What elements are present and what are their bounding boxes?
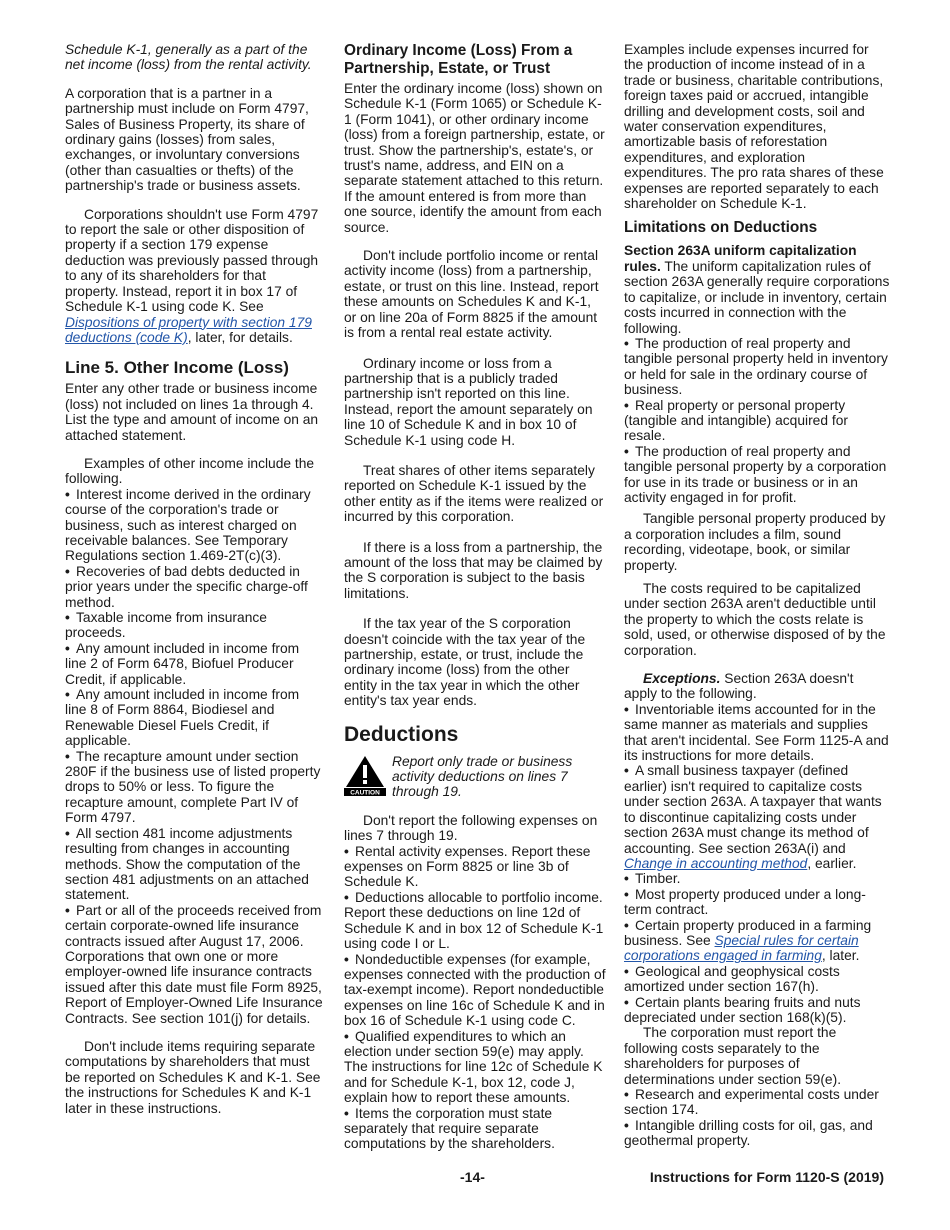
list-item: • Certain plants bearing fruits and nuts depreciated under section 168(k)(5).	[624, 995, 890, 1026]
list-item	[624, 763, 890, 871]
document-title: Instructions for Form 1120-S (2019)	[649, 1169, 884, 1185]
list-item: • Nondeductible expenses (for example, expenses connected with the production of tax-exempt income). Report nondeductible expenses on line 16c of Schedule K and in box 16 of Schedule K-1 using code C.	[344, 952, 606, 1029]
list-item: • Recoveries of bad debts deducted in prior years under the specific charge-off method.	[65, 564, 323, 610]
column-left	[65, 42, 323, 1129]
paragraph: Ordinary income or loss from a partnership that is a publicly traded partnership isn't reported on this line. Instead, report the amount separately on line 10 of Schedule K and in box 10 of Schedule K-1 using code H.	[344, 355, 593, 448]
list-item-text: , earlier.	[807, 855, 857, 871]
paragraph: Tangible personal property produced by a corporation includes a film, sound recording, videotape, book, or similar property.	[624, 511, 886, 573]
list-item: • Items the corporation must state separately that require separate computations by the shareholders.	[344, 1106, 606, 1152]
list-item: • The production of real property and tangible personal property by a corporation for use in its trade or business or in an activity engaged in for profit.	[624, 444, 890, 506]
paragraph: The costs required to be capitalized under section 263A aren't deductible until the property to which the costs relate is sold, used, or otherwise disposed of by the corporation.	[624, 581, 886, 658]
paragraph: Examples of other income include the following.	[65, 455, 315, 487]
page-number: -14-	[460, 1169, 485, 1185]
paragraph: Enter any other trade or business income (loss) not included on lines 1a through 4. List the type and amount of income on an attached statement.	[65, 381, 319, 443]
list-item-text: A small business taxpayer (defined earlier) isn't required to capitalize costs under section 263A. A taxpayer that wants to discontinue capitalizing costs under section 263A must change its method of accounting. See section 263A(i) and	[624, 763, 882, 856]
list-item: • Any amount included in income from line 8 of Form 8864, Biodiesel and Renewable Diesel Fuels Credit, if applicable.	[65, 687, 323, 749]
list-item: • Geological and geophysical costs amortized under section 167(h).	[624, 964, 890, 995]
paragraph: Don't report the following expenses on lines 7 through 19.	[344, 812, 598, 844]
heading-limitations: Limitations on Deductions	[624, 219, 818, 237]
link-change-in-accounting-method[interactable]: Change in accounting method	[624, 855, 808, 871]
list-item-text: , later.	[821, 948, 860, 964]
paragraph: A corporation that is a partner in a partnership must include on Form 4797, Sales of Business Property, its share of ordinary gains (losses) from sales, exchanges, or involuntary conversions (other than casualties or thefts) of the partnership's trade or business assets.	[65, 85, 309, 194]
run-in-heading: Exceptions.	[643, 671, 721, 687]
heading-line-5: Line 5. Other Income (Loss)	[65, 358, 289, 378]
list-item: • The recapture amount under section 280F if the business use of listed property drops to 50% or less. To figure the recapture amount, complete Part IV of Form 4797.	[65, 749, 323, 826]
list-item: • Interest income derived in the ordinary course of the corporation's trade or business, such as interest charged on receivable balances. See Temporary Regulations section 1.469-2T(c)(3).	[65, 487, 323, 564]
paragraph: The corporation must report the following costs separately to the shareholders for purposes of determinations under section 59(e).	[624, 1025, 842, 1087]
caution-icon	[344, 754, 386, 796]
paragraph-text: The uniform capitalization rules of section 263A generally require corporations to capitalize, or include in inventory, certain costs incurred in connection with the following.	[624, 258, 890, 336]
paragraph: Enter the ordinary income (loss) shown on Schedule K-1 (Form 1065) or Schedule K-1 (Form 1041), or other ordinary income (loss) from a foreign partnership, estate, or trust. Show the partnership's, estate's, or trust's name, address, and EIN on a separate statement attached to this return. If the amount entered is from more than one source, identify the amount from each source.	[344, 81, 605, 235]
caution-label: CAUTION	[350, 789, 380, 796]
list-item	[624, 918, 890, 964]
list-item: • Qualified expenditures to which an election under section 59(e) may apply. The instructions for line 12c of Schedule K and for Schedule K-1, box 12, code J, explain how to report these amounts.	[344, 1029, 606, 1106]
paragraph	[65, 207, 323, 346]
caution-text: Report only trade or business activity deductions on lines 7 through 19.	[392, 753, 573, 800]
list-item: • Most property produced under a long-term contract.	[624, 887, 890, 918]
paragraph: Don't include items requiring separate computations by shareholders that must be reported on Schedules K and K-1. See the instructions for Schedules K and K-1 later in these instructions.	[65, 1038, 321, 1116]
list-item: • Taxable income from insurance proceeds.	[65, 610, 323, 641]
heading-ordinary-income: Ordinary Income (Loss) From a Partnership, Estate, or Trust	[344, 42, 573, 77]
paragraph: Treat shares of other items separately reported on Schedule K-1 issued by the other entity as if the items were realized or incurred by this corporation.	[344, 462, 604, 525]
paragraph: If there is a loss from a partnership, the amount of the loss that may be claimed by the S corporation is subject to the basis limitations.	[344, 539, 603, 601]
paragraph-text: , later, for details.	[187, 329, 293, 345]
list-item: • Research and experimental costs under section 174.	[624, 1087, 890, 1118]
list-item: • Deductions allocable to portfolio income. Report these deductions on line 12d of Schedule K and in box 12 of Schedule K-1 using code I or L.	[344, 890, 606, 952]
heading-deductions: Deductions	[344, 722, 459, 746]
list-item-text: Certain property produced in a farming business. See	[624, 917, 872, 948]
list-item: • Intangible drilling costs for oil, gas, and geothermal property.	[624, 1118, 890, 1149]
paragraph: Don't include portfolio income or rental activity income (loss) from a partnership, estate, or trust on this line. Instead, report these amounts on Schedules K and K-1, or on line 20a of Form 8825 if the amount is from a rental real estate activity.	[344, 248, 599, 341]
list-item: • Timber.	[624, 871, 890, 886]
caution-note	[344, 754, 606, 800]
paragraph-text: Section 263A doesn't apply to the following.	[624, 671, 854, 702]
column-right	[624, 42, 890, 1149]
list-item: • All section 481 income adjustments resulting from changes in accounting methods. Show the computation of the section 481 adjustments on an attached statement.	[65, 826, 323, 903]
link-special-rules-farming[interactable]: Special rules for certain corporations engaged in farming	[624, 932, 859, 964]
paragraph: Examples include expenses incurred for the production of income instead of in a trade or business, charitable contributions, foreign taxes paid or accrued, intangible drilling and development costs, soil and water conservation expenditures, amortizable basis of reforestation expenditures, and exploration expenditures. The pro rata shares of these expenses are reported separately to each shareholder on Schedule K-1.	[624, 42, 884, 212]
list-item: • The production of real property and tangible personal property held in inventory or held for sale in the ordinary course of business.	[624, 336, 890, 398]
column-middle	[344, 42, 606, 1152]
paragraph: If the tax year of the S corporation doesn't coincide with the tax year of the partnership, estate, or trust, include the ordinary income (loss) from the other entity in the tax year in which the other entity's tax year ends.	[344, 616, 586, 709]
paragraph: Schedule K-1, generally as a part of the net income (loss) from the rental activity.	[65, 42, 312, 73]
list-item: • Any amount included in income from line 2 of Form 6478, Biofuel Producer Credit, if applicable.	[65, 641, 323, 687]
paragraph-text: Corporations shouldn't use Form 4797 to report the sale or other disposition of property if a section 179 expense deduction was previously passed through to any of its shareholders for that property. Instead, report it in box 17 of Schedule K-1 using code K. See	[65, 206, 319, 315]
paragraph	[624, 243, 890, 335]
list-item: • Rental activity expenses. Report these expenses on Form 8825 or line 3b of Schedule K.	[344, 844, 606, 890]
list-item: • Real property or personal property (tangible and intangible) acquired for resale.	[624, 398, 890, 444]
list-item: • Part or all of the proceeds received from certain corporate-owned life insurance contracts issued after August 17, 2006. Corporations that own one or more employer-owned life insurance contracts issued after this date must file Form 8925, Report of Employer-Owned Life Insurance Contracts. See section 101(j) for details.	[65, 903, 323, 1026]
run-in-heading: Section 263A uniform capitalization rules.	[624, 243, 857, 274]
link-dispositions-section-179[interactable]: Dispositions of property with section 179 deductions (code K)	[65, 314, 312, 345]
list-item: • Inventoriable items accounted for in the same manner as materials and supplies that aren't incidental. See Form 1125-A and its instructions for more details.	[624, 702, 890, 764]
paragraph	[624, 671, 890, 702]
